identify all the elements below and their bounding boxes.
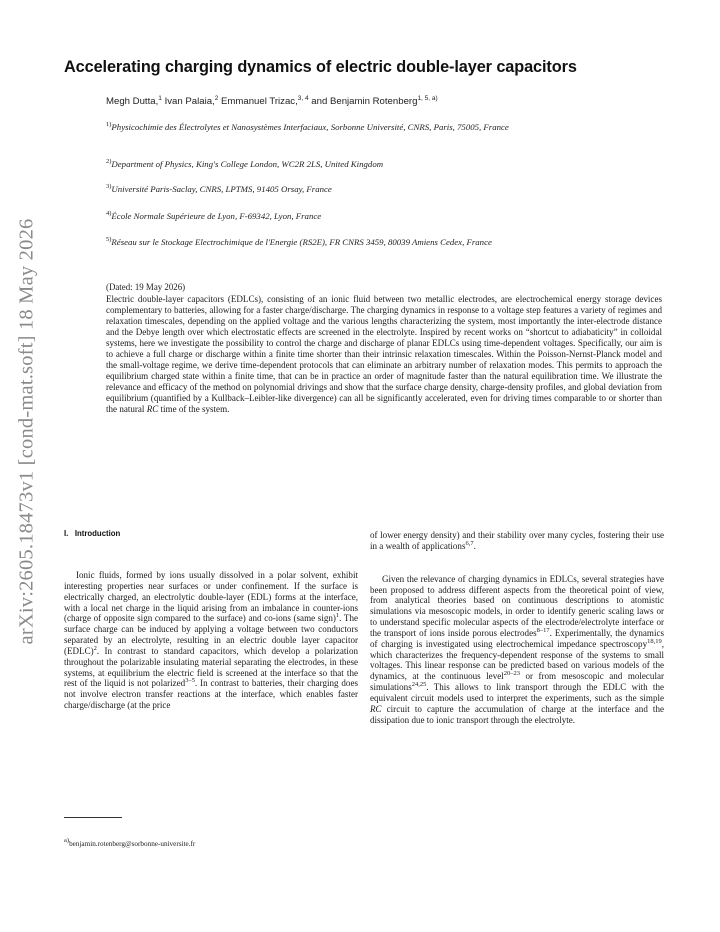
author-3: Emmanuel Trizac,$^{3, 4}$ — [221, 95, 309, 107]
paper-title: Accelerating charging dynamics of electric double-layer capacitors — [64, 58, 577, 76]
author-2: Ivan Palaia,$^2$ — [164, 95, 219, 107]
left-column — [64, 570, 358, 711]
affiliation-2: $^{2)}$Department of Physics, King's College London, WC2R 2LS, United Kingdom — [106, 158, 384, 169]
author-1: Megh Dutta,$^1$ — [106, 95, 162, 107]
affiliation-3: $^{3)}$Université Paris-Saclay, CNRS, LPTMS, 91405 Orsay, France — [106, 183, 332, 194]
author-4: and Benjamin Rotenberg$^{1, 5, a)}$ — [311, 95, 438, 107]
affiliation-4: $^{4)}$École Normale Supérieure de Lyon, F-69342, Lyon, France — [106, 210, 322, 221]
arxiv-stamp-text: arXiv:2605.18473v1 [cond-mat.soft] 18 May 2026 — [15, 218, 38, 644]
right-column — [370, 530, 664, 726]
intro-paragraph-1: Ionic fluids, formed by ions usually dissolved in a polar solvent, exhibit interesting properties near surfaces or under confinement. If the surface is electrically charged, an electrolytic double-layer (EDL) forms at the interface, with a local net charge in the liquid arising from an imbalance in counter-ions (charge of opposite sign compared to the surface) and co-ions (same sign)$^1$. The surface charge can be induced by applying a voltage between two conductors separated by an electrolyte, resulting in an electric double layer capacitor (EDLC)$^2$. In contrast to standard capacitors, which develop a polarization throughout the polarizable insulating material separating the electrodes, in these systems, at equilibrium the electric field is screened at the interface so that the rest of the liquid is not polarized$^{3-5}$. In contrast to batteries, their charging does not involve electron transfer reactions at the interface, which enables faster charge/discharge (at the price — [64, 570, 358, 711]
affiliation-1: $^{1)}$Physicochimie des Électrolytes et Nanosystèmes Interfaciaux, Sorbonne Université, CNRS, Paris, 75005, France — [106, 121, 509, 132]
arxiv-identifier-stamp — [2, 216, 52, 646]
affiliation-5: $^{5)}$Réseau sur le Stockage Electrochimique de l'Energie (RS2E), FR CNRS 3459, 80039 Amiens Cedex, France — [106, 236, 492, 247]
footnote-rule — [64, 817, 122, 818]
abstract: Electric double-layer capacitors (EDLCs), consisting of an ionic fluid between two metallic electrodes, are electrochemical energy storage devices complementary to batteries, allowing for a faster charge/discharge. The charging dynamics in response to a voltage step features a variety of regimes and relaxation timescales, depending on the applied voltage and the various lengths characterizing the system, most importantly the inter-electrode distance and the Debye length over which electrostatic effects are screened in the electrolyte. Inspired by recent works on “shortcut to adiabaticity” in colloidal systems, here we investigate the possibility to control the charge and discharge of planar EDLCs using time-dependent voltages. Specifically, our aim is to achieve a full charge or discharge within a finite time shorter than their intrinsic relaxation timescales. Within the Poisson-Nernst-Planck model and the small-voltage regime, we derive time-dependent protocols that can eliminate an arbitrary number of relaxation modes. This permits to approach the equilibrium charged state within a finite time, that can be in practice an order of magnitude faster than the natural equilibration time. We illustrate the relevance and efficacy of the method on polynomial drivings and show that the surface charge density, charge-density profiles, and global deviation from equilibrium (quantified by a Kullback–Leibler-like divergence) can all be significantly accelerated, even for driving times comparable to or shorter than the natural RC time of the system. — [106, 294, 662, 414]
footnote-email: $^{a)}$benjamin.rotenberg@sorbonne-universite.fr — [64, 837, 196, 848]
section-heading-introduction: I. Introduction — [64, 529, 121, 538]
author-list — [106, 96, 666, 107]
rc-symbol: RC — [146, 403, 159, 414]
intro-paragraph-1-continued: of lower energy density) and their stability over many cycles, fostering their use in a wealth of applications$^{6,7}$. — [370, 530, 664, 551]
intro-paragraph-2: Given the relevance of charging dynamics in EDLCs, several strategies have been proposed to address different aspects from the theoretical point of view, from analytical theories based on continuous descriptions to atomistic simulations via mesoscopic models, in order to identify generic scaling laws or to understand specific molecular aspects of the electrode/electrolyte interface or the transport of ions inside porous electrodes$^{8-17}$. Experimentally, the dynamics of charging is investigated using electrochemical impedance spectroscopy$^{18,19}$, which characterizes the frequency-dependent response of the systems to small voltages. This linear response can be predicted based on various models of the dynamics, at the continuous level$^{20-23}$ or from mesoscopic and molecular simulations$^{24,25}$. This allows to link transport through the EDLC with the equivalent circuit models used to interpret the experiments, such as the simple RC circuit to capture the accumulation of charge at the interface and the dissipation due to ionic transport through the electrolyte. — [370, 573, 664, 725]
dated-line: (Dated: 19 May 2026) — [106, 282, 186, 292]
